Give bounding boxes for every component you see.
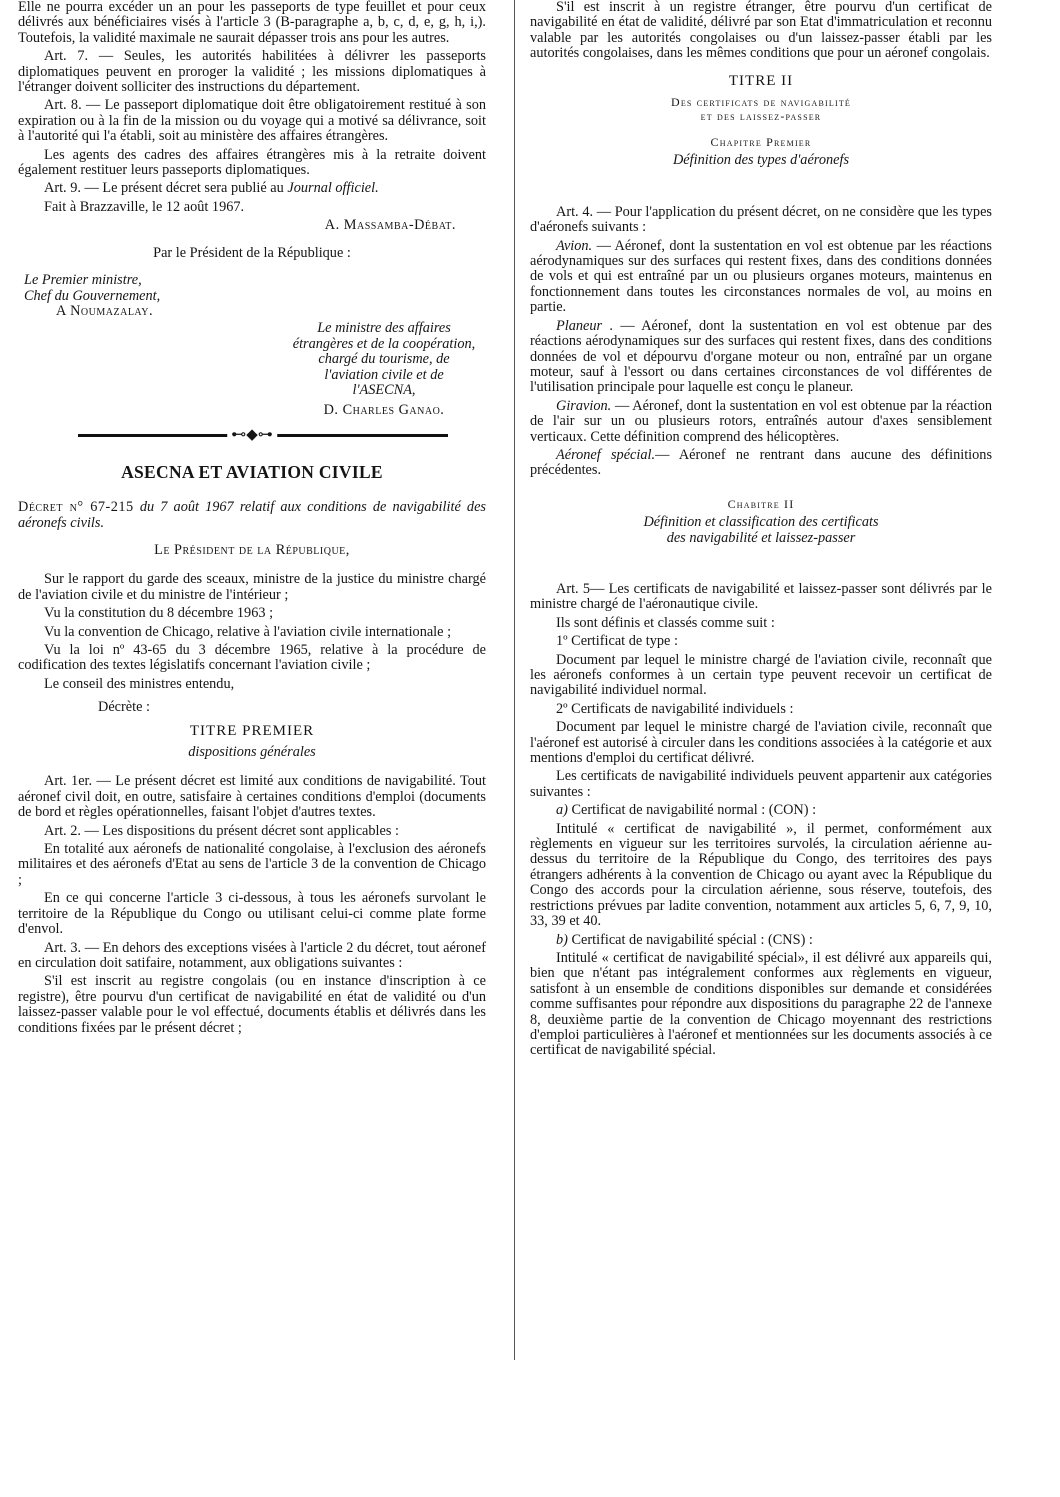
definition-avion <box>530 239 992 316</box>
left-column <box>18 0 486 1039</box>
journal-officiel: Journal officiel. <box>287 180 379 197</box>
article-5: Art. 5— Les certificats de navigabilité et laissez-passer sont délivrés par le ministre chargé de l'aéronautique civile. <box>530 580 992 613</box>
section-title: ASECNA ET AVIATION CIVILE <box>121 461 383 482</box>
certificat-special-doc: Intitulé « certificat de navigabilité spécial», il est délivré aux appareils qui, bien que n'étant pas intégralement conformes aux règlements en vigueur, satisfont à un ensemble de conditions disponibles sur demande et considérées comme suffisantes pour répondre aux dispositions du paragraphe 22 de l'annexe 8, deuxième partie de la convention de Chicago moyennant des restrictions d'emploi particulières à l'aéronef et mentionnées sur les documents associés à ce certificat de navigabilité spécial. <box>530 949 992 1059</box>
conseil-entendu: Le conseil des ministres entendu, <box>44 675 235 692</box>
chapitre-2-sub-1: Définition et classification des certificats <box>643 514 879 531</box>
certificat-normal-doc: Intitulé « certificat de navigabilité », il permet, conformément aux règlements en vigueur sur les territoires survolés, la circulation aérienne au-dessus du territoire de la République du Congo, des territoires des pays étrangers adhérents à la convention de Chicago ou ayant avec la République du Congo des accords pour la circulation aérienne, sous réserve, toutefois, des restrictions prévues par ladite convention, notamment aux articles 5, 6, 7, 9, 10, 33, 39 et 40. <box>530 820 992 930</box>
premier-title-2: Chef du Gouvernement, <box>24 287 161 304</box>
article-3: Art. 3. — En dehors des exceptions visées à l'article 2 du décret, tout aéronef en circulation doit satifaire, notamment, aux obligations suivantes : <box>18 939 486 971</box>
ministre-title-3: l'aviation civile et de <box>324 366 444 383</box>
certificat-de-type: 1º Certificat de type : <box>556 633 678 650</box>
premier-title-1: Le Premier ministre, <box>24 272 142 289</box>
signature-president: A. Massamba-Débat. <box>324 217 456 234</box>
vu-constitution: Vu la constitution du 8 décembre 1963 ; <box>44 605 274 622</box>
right-column <box>530 0 992 1062</box>
chapitre-2-sub-2: des navigabilité et laissez-passer <box>666 529 856 546</box>
definition-giravion <box>530 399 992 445</box>
avion-term: Avion. <box>556 237 593 254</box>
paragraph-agents: Les agents des cadres des affaires étrangères mis à la retraite doivent également restituer leurs passeports diplomatiques. <box>18 146 486 179</box>
ministre-title-1: Le ministre des affaires <box>317 320 451 337</box>
definition-planeur <box>530 319 992 396</box>
article-1: Art. 1er. — Le présent décret est limité aux conditions de navigabilité. Tout aéronef civil doit, en outre, satisfaire à certaines conditions d'emploi (documents de bord et règles opérationnelles, faisant l'objet d'autres textes. <box>18 773 486 821</box>
section-divider <box>18 425 486 445</box>
premier-name: A Noumazalay. <box>56 302 154 319</box>
item-b-text: Certificat de navigabilité spécial : (CNS) : <box>567 931 813 948</box>
vu-loi: Vu la loi nº 43-65 du 3 décembre 1965, relative à la procédure de codification des textes législatifs concernant l'aviation civile ; <box>18 642 486 674</box>
article-2: Art. 2. — Les dispositions du présent décret sont applicables : <box>44 822 399 839</box>
ministre-name: D. Charles Ganao. <box>323 402 445 419</box>
certificat-de-type-doc: Document par lequel le ministre chargé de l'aviation civile, reconnaît que les aéronefs conformes à un certain type peuvent recevoir un certificat de navigabilité individuel normal. <box>530 651 992 699</box>
decret-heading <box>18 500 486 531</box>
chapitre-2: Chabitre II <box>727 496 795 511</box>
titre-premier-sub: dispositions générales <box>188 744 316 761</box>
article-8: Art. 8. — Le passeport diplomatique doit être obligatoirement restitué à son expiration ou à la fin de la mission ou du voyage qui a motivé sa délivrance, soit à l'autorité qui l'a établi, soit au ministère des affaires étrangères. <box>18 97 486 145</box>
categories: Les certificats de navigabilité individuels peuvent appartenir aux catégories suivantes : <box>530 768 992 800</box>
special-text: — Aéronef ne rentrant dans aucune des définitions précédentes. <box>530 446 993 479</box>
ministre-title-2: étrangères et de la coopération, chargé du tourisme, de <box>292 335 476 368</box>
giravion-term: Giravion. <box>556 397 612 414</box>
decrete: Décrète : <box>98 699 150 716</box>
avion-text: — Aéronef, dont la sustentation en vol est obtenue par les réactions aérodynamiques sur des surfaces qui restent fixes, dans des conditions données de vols et qui est entraîné par un ou plusieurs organes moteurs, maintenus en fonctionnement dans toutes les circonstances normales de vol, au moins en partie. <box>530 237 992 316</box>
article-3-a: S'il est inscrit au registre congolais (ou en instance d'inscription à ce registre), être pourvu d'un certificat de navigabilité en état de validité ou d'un laissez-passer valable pour le vol effectué, documents établis et délivrés dans les conditions fixées par le présent décret ; <box>18 973 486 1036</box>
fait-a-brazzaville: Fait à Brazzaville, le 12 août 1967. <box>44 198 245 215</box>
certificat-special <box>530 933 992 948</box>
paragraph-continued: Elle ne pourra excéder un an pour les passeports de type feuillet et pour ceux délivrés aux bénéficiaires visés à l'article 3 (B-paragraphe a, b, c, d, e, g, h, i,). Toutefois, la validité maximale ne saurait dépasser trois ans pour les autres. <box>18 0 486 46</box>
article-4: Art. 4. — Pour l'application du présent décret, on ne considère que les types d'aéronefs suivants : <box>530 203 992 236</box>
special-term: Aéronef spécial. <box>556 446 656 463</box>
ministre-title-4: l'ASECNA, <box>352 381 416 398</box>
article-3-b: S'il est inscrit à un registre étranger, être pourvu d'un certificat de navigabilité en état de validité, délivré par son Etat d'immatriculation et reconnu valable par les autorités congolaises ou d'un laissez-passer établi par les autorités congolaises, dans les mêmes conditions que pour un aéronef congolais. <box>530 0 992 62</box>
article-7: Art. 7. — Seules, les autorités habilitées à délivrer les passeports diplomatiques peuvent en proroger la validité ; les missions diplomatiques à l'étranger doivent solliciter des instructions du département. <box>18 48 486 96</box>
signature-premier-ministre <box>24 273 486 319</box>
chapitre-premier-sub: Définition des types d'aéronefs <box>672 152 850 169</box>
certificats-individuels: 2º Certificats de navigabilité individuels : <box>556 700 794 717</box>
decret-number: Décret n° 67-215 <box>18 499 134 516</box>
planeur-text: . — Aéronef, dont la sustentation en vol est obtenue par des réactions aérodynamiques sur des surfaces qui restent fixes, dans des conditions données de vol et dépourvu d'organe moteur ou non, entraîné par un organe moteur, sauf à l'essort ou dans certaines circonstances de vol différentes de l'utilisation principale pour laquelle est conçu le planeur. <box>530 317 992 396</box>
article-2-b: En ce qui concerne l'article 3 ci-dessous, à tous les aéronefs survolant le territoire de la République du Congo ou utilisant celui-ci comme plate forme d'envol. <box>18 890 486 938</box>
item-a-label: a) <box>556 802 568 819</box>
giravion-text: — Aéronef, dont la sustentation en vol est obtenue par la réaction de l'air sur un ou plusieurs rotors, entraînés autour d'axes sensiblement verticaux. Cette définition comprend des hélicoptères. <box>530 397 992 445</box>
definition-special <box>530 448 992 479</box>
president-heading: Le Président de la République, <box>154 541 350 558</box>
item-a-text: Certificat de navigabilité normal : (CON) : <box>567 802 817 819</box>
titre-2: TITRE II <box>728 72 794 89</box>
article-2-a: En totalité aux aéronefs de nationalité congolaise, à l'exclusion des aéronefs militaires et des aéronefs d'Etat au sens de l'article 3 de la convention de Chicago ; <box>18 841 486 888</box>
titre-premier: TITRE PREMIER <box>189 722 315 739</box>
chapitre-premier: Chapitre Premier <box>710 135 812 150</box>
par-le-president: Par le Président de la République : <box>153 244 351 261</box>
article-9 <box>18 181 486 196</box>
article-5-b: Ils sont définis et classés comme suit : <box>556 614 775 631</box>
ornament-icon: ⊷◆⊶ <box>227 426 277 444</box>
titre-2-sub-2: et des laissez-passer <box>700 109 822 124</box>
decret-title: du 7 août 1967 relatif aux conditions de navigabilité des aéronefs civils. <box>18 499 486 531</box>
planeur-term: Planeur <box>556 317 603 334</box>
sur-le-rapport: Sur le rapport du garde des sceaux, ministre de la justice du ministre chargé de l'aviation civile et du ministre de l'intérieur ; <box>18 571 486 603</box>
vu-convention: Vu la convention de Chicago, relative à l'aviation civile internationale ; <box>44 623 452 640</box>
certificats-individuels-doc: Document par lequel le ministre chargé de l'aviation civile, reconnaît que l'aéronef est autorisé à circuler dans les conditions associées à la catégorie et aux mentions d'emploi du certificat délivré. <box>530 719 992 767</box>
certificat-normal <box>530 803 992 818</box>
article-9-text: Art. 9. — Le présent décret sera publié au <box>44 180 288 197</box>
signature-ministre <box>18 321 486 418</box>
titre-2-sub-1: Des certificats de navigabilité <box>670 95 851 110</box>
item-b-label: b) <box>556 931 568 948</box>
